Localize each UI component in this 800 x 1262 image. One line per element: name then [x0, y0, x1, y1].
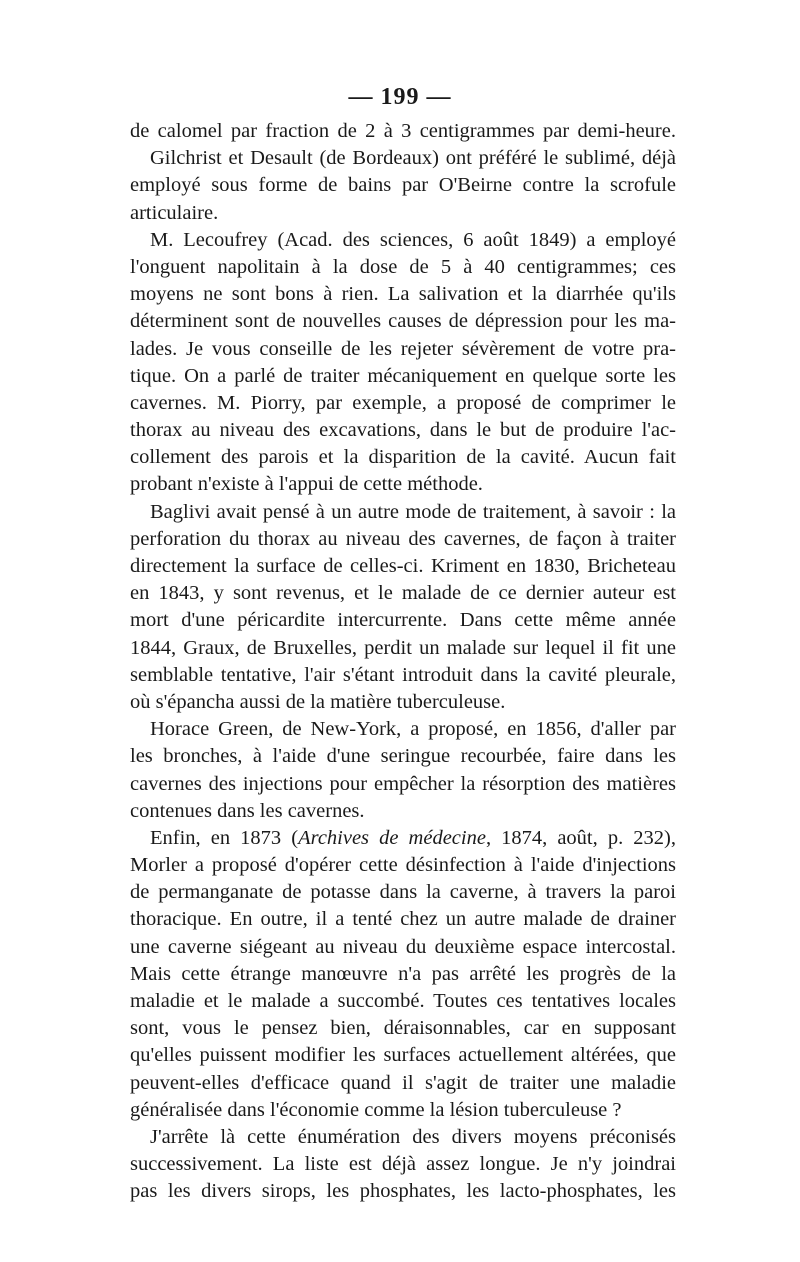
text-line: 1844, Graux, de Bruxelles, perdit un malade sur lequel il fit une: [130, 636, 676, 659]
text-line: employé sous forme de bains par O'Beirne contre la scrofule: [130, 174, 676, 197]
text-line: contenues dans les cavernes.: [130, 799, 365, 822]
text-line: l'onguent napolitain à la dose de 5 à 40 centigrammes; ces: [130, 255, 676, 278]
text-line: une caverne siégeant au niveau du deuxième espace intercostal.: [130, 935, 676, 958]
text-line: où s'épancha aussi de la matière tuberculeuse.: [130, 690, 506, 713]
text-line: Baglivi avait pensé à un autre mode de traitement, à savoir : la: [150, 500, 676, 523]
text-line: perforation du thorax au niveau des cavernes, de façon à traiter: [130, 527, 676, 550]
text-line: en 1843, y sont revenus, et le malade de ce dernier auteur est: [130, 582, 676, 605]
text-line: maladie et le malade a succombé. Toutes ces tentatives locales: [130, 990, 676, 1012]
text-line: collement des parois et la disparition de la cavité. Aucun fait: [130, 446, 676, 469]
text-line: M. Lecoufrey (Acad. des sciences, 6 août 1849) a employé: [150, 228, 676, 251]
text-line: thorax au niveau des excavations, dans le but de produire l'ac-: [130, 419, 676, 442]
page-number: — 199 —: [348, 84, 452, 110]
text-line: Gilchrist et Desault (de Bordeaux) ont préféré le sublimé, déjà: [150, 147, 676, 170]
text-line: moyens ne sont bons à rien. La salivation et la diarrhée qu'ils: [130, 283, 676, 306]
text-line: mort d'une péricardite intercurrente. Dans cette même année: [130, 609, 676, 632]
text-line: sont, vous le pensez bien, déraisonnables, car en supposant: [130, 1017, 676, 1040]
text-line: Mais cette étrange manœuvre n'a pas arrêté les progrès de la: [130, 962, 676, 985]
text-line: Morler a proposé d'opérer cette désinfection à l'aide d'injections: [130, 854, 676, 877]
text-line: cavernes. M. Piorry, par exemple, a proposé de comprimer le: [130, 391, 676, 414]
text-line: lades. Je vous conseille de les rejeter sévèrement de votre pra-: [130, 337, 676, 360]
text-line: qu'elles puissent modifier les surfaces actuellement altérées, que: [130, 1044, 676, 1067]
text-line: Enfin, en 1873 (Archives de médecine, 1874, août, p. 232),: [150, 826, 676, 849]
text-line: thoracique. En outre, il a tenté chez un autre malade de drainer: [130, 908, 676, 931]
text-line: Horace Green, de New-York, a proposé, en 1856, d'aller par: [150, 718, 676, 741]
text-line: J'arrête là cette énumération des divers moyens préconisés: [150, 1125, 676, 1148]
text-line: successivement. La liste est déjà assez longue. Je n'y joindrai: [130, 1153, 676, 1176]
text-line: articulaire.: [130, 201, 219, 224]
text-line: déterminent sont de nouvelles causes de dépression pour les ma-: [130, 310, 676, 333]
text-line: semblable tentative, l'air s'étant introduit dans la cavité pleurale,: [130, 663, 676, 686]
body-text: [130, 118, 676, 1206]
text-line: de permanganate de potasse dans la caverne, à travers la paroi: [130, 881, 676, 904]
text-line: directement la surface de celles-ci. Kriment en 1830, Bricheteau: [130, 555, 676, 577]
text-line: de calomel par fraction de 2 à 3 centigrammes par demi-heure.: [130, 120, 676, 142]
text-line: peuvent-elles d'efficace quand il s'agit de traiter une maladie: [130, 1071, 676, 1094]
text-line: probant n'existe à l'appui de cette méthode.: [130, 473, 483, 496]
journal-title: Archives de médecine: [298, 826, 486, 849]
text-line: les bronches, à l'aide d'une seringue recourbée, faire dans les: [130, 745, 676, 768]
text-line: pas les divers sirops, les phosphates, les lacto-phosphates, les: [130, 1180, 676, 1203]
text-line: généralisée dans l'économie comme la lésion tuberculeuse ?: [130, 1098, 622, 1121]
text-line: tique. On a parlé de traiter mécaniquement en quelque sorte les: [130, 364, 676, 387]
text-line: cavernes des injections pour empêcher la résorption des matières: [130, 772, 676, 795]
